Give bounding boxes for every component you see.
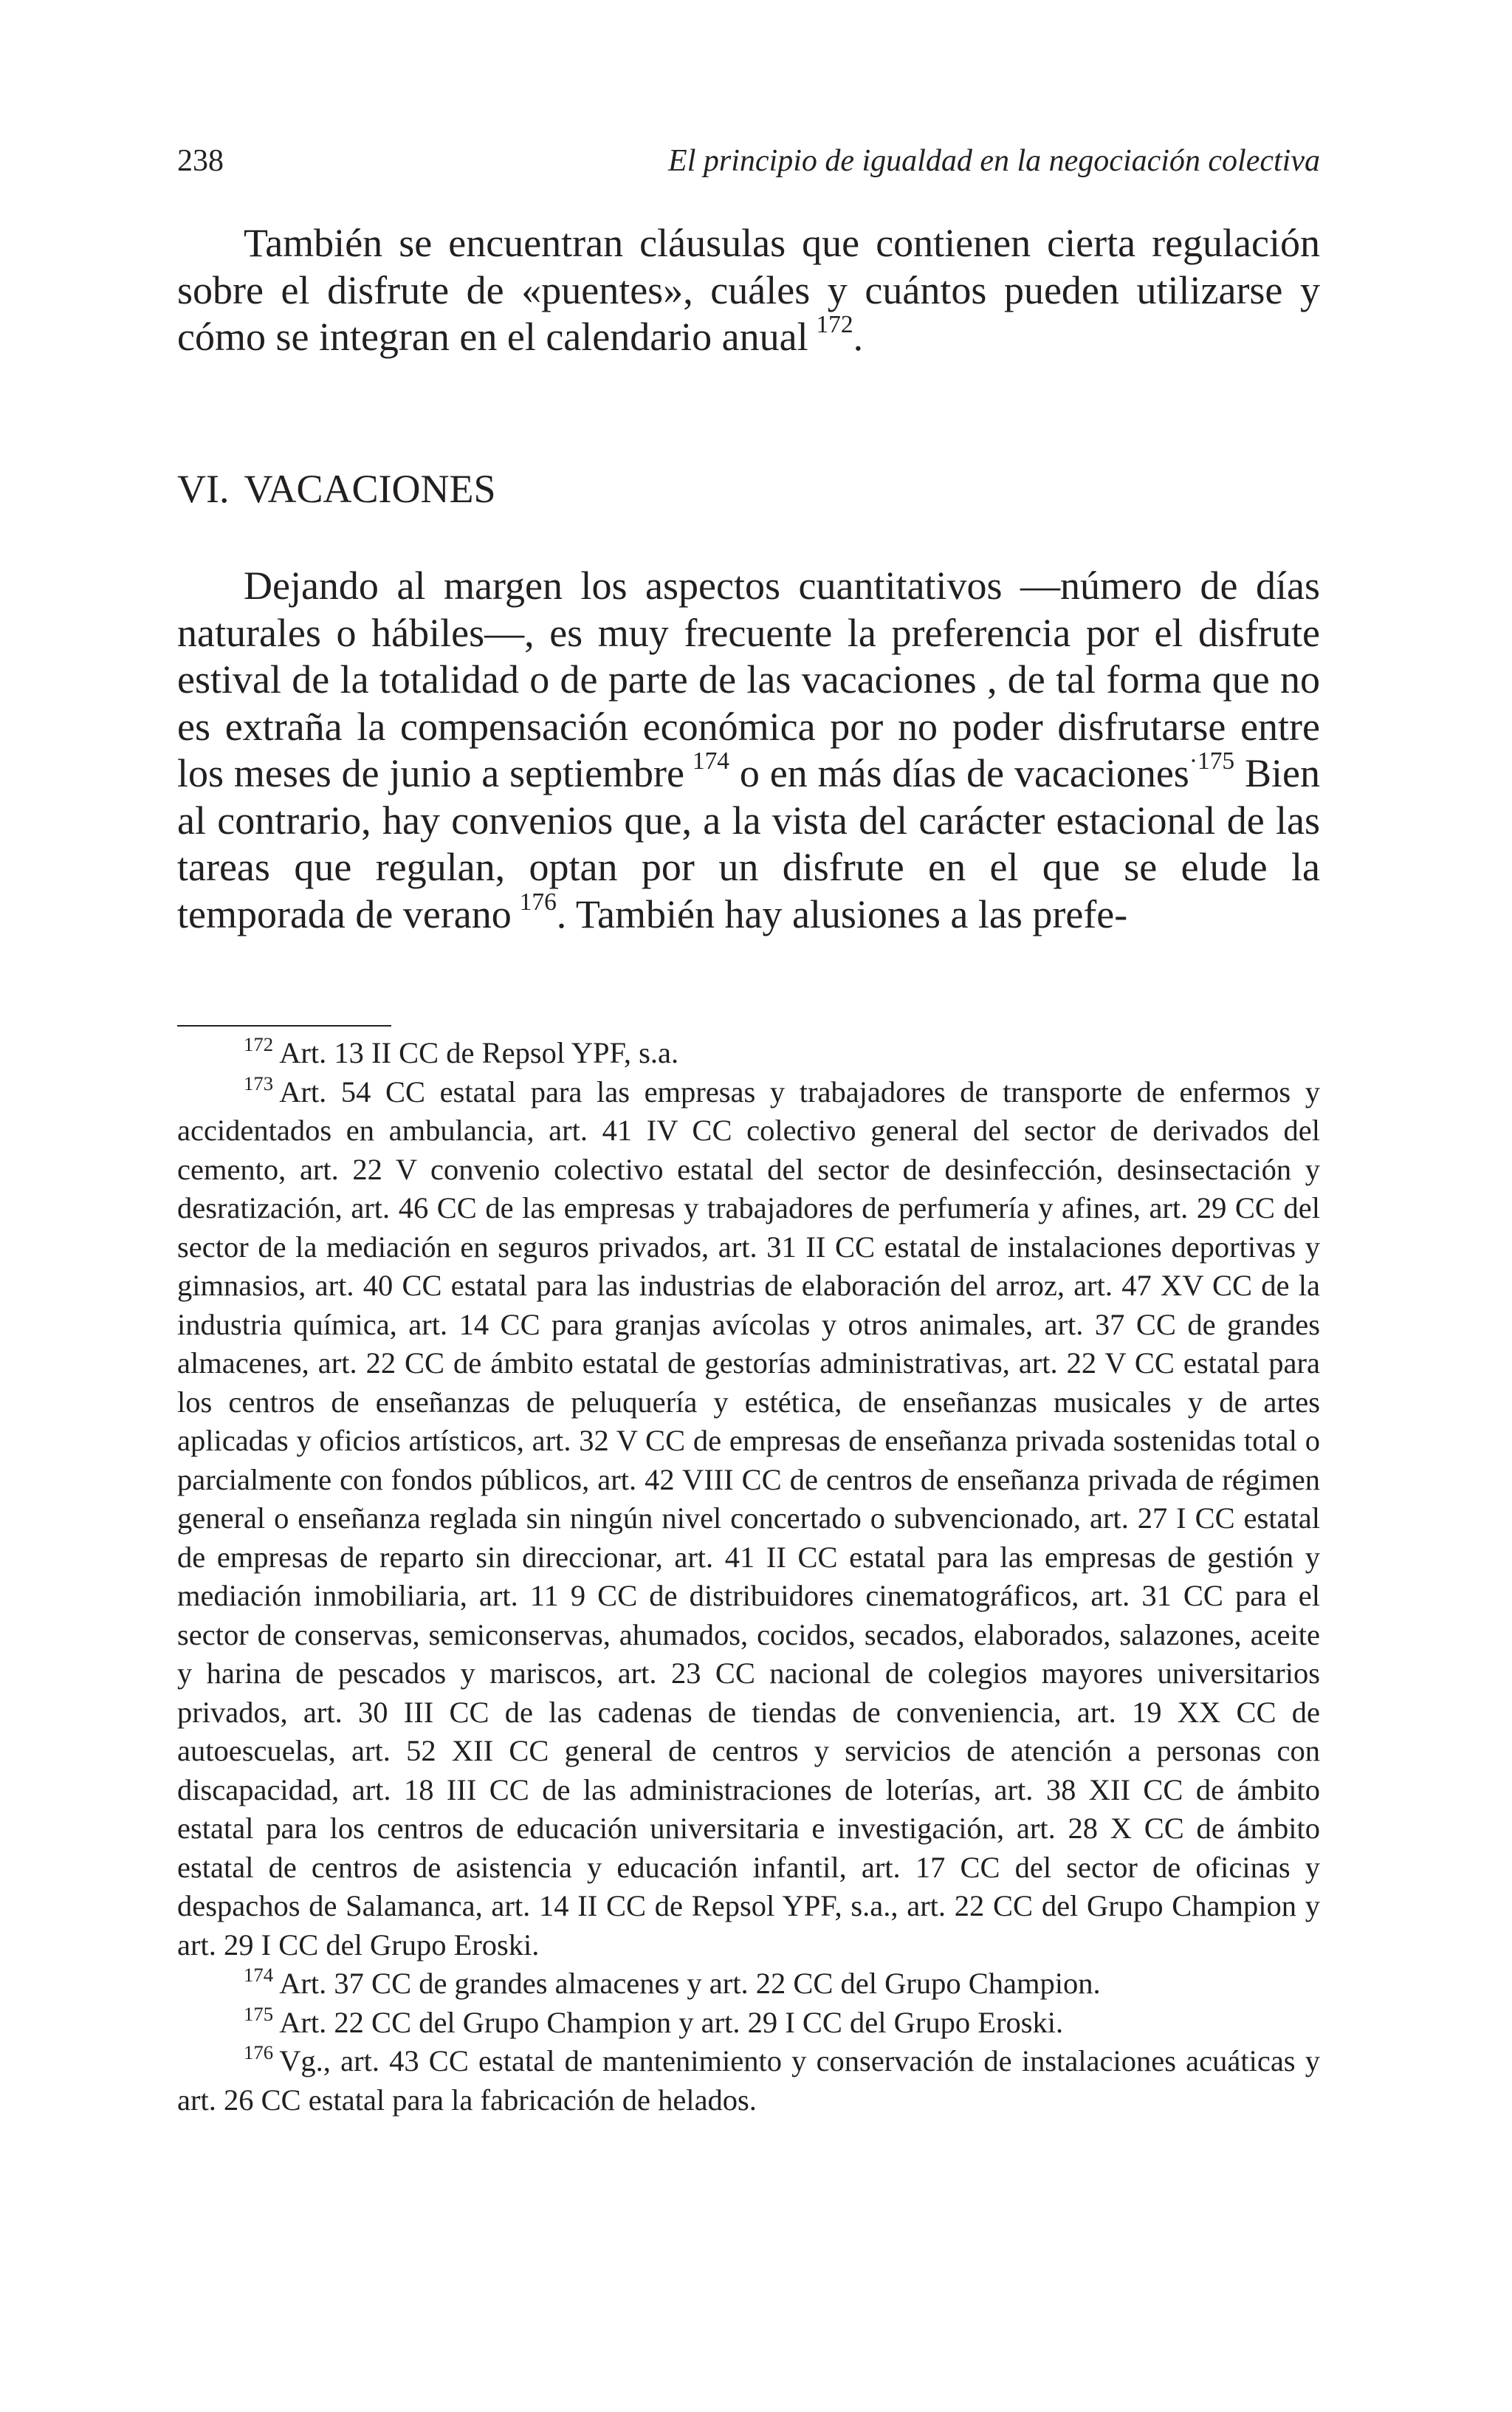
footnotes xyxy=(177,1034,1320,2120)
footnote-separator xyxy=(177,1025,391,1027)
page-number: 238 xyxy=(177,144,224,178)
footnote-174 xyxy=(177,1964,1320,2004)
running-head xyxy=(177,139,1320,183)
footnote-172 xyxy=(177,1034,1320,1073)
footnote-number: 174 xyxy=(244,1963,274,1986)
paragraph-1-end: . xyxy=(853,315,864,359)
footnote-176 xyxy=(177,2042,1320,2120)
paragraph-1-text: También se encuentran cláusulas que contienen cierta regulación sobre el disfrute de «puentes», cuáles y cuántos pueden utilizarse y cómo se integran en el calendario anual xyxy=(177,221,1320,359)
footnote-175 xyxy=(177,2004,1320,2043)
paragraph-2-part-1: Dejando al margen los aspectos cuantitativos —número de días naturales o hábiles—, es muy frecuente la preferencia por el disfrute estival de la totalidad o de parte de las vacaciones , de tal forma que no es extraña la compensación económica por no poder disfrutarse entre los meses de junio a septiembre xyxy=(177,563,1320,795)
footnote-number: 176 xyxy=(244,2041,274,2063)
footnote-text: Art. 22 CC del Grupo Champion y art. 29 I CC del Grupo Eroski. xyxy=(279,2005,1064,2039)
paragraph-text xyxy=(177,220,1320,361)
footnote-number: 172 xyxy=(244,1032,274,1055)
footnote-number: 173 xyxy=(244,1072,274,1094)
footnote-ref-176: 176 xyxy=(519,888,557,916)
paragraph-text xyxy=(177,563,1320,938)
footnote-text: Art. 54 CC estatal para las empresas y trabajadores de transporte de enfermos y accidentados en ambulancia, art. 41 IV CC colectivo general del sector de derivados del cemento, art. 22 V convenio colectivo estatal del sector de desinfección, desinsectación y desratización, art. 46 CC de las empresas y trabajadores de perfumería y afines, art. 29 CC del sector de la mediación en seguros privados, art. 31 II CC estatal de instalaciones deportivas y gimnasios, art. 40 CC estatal para las industrias de elaboración del arroz, art. 47 XV CC de la industria química, art. 14 CC para granjas avícolas y otros animales, art. 37 CC de grandes almacenes, art. 22 CC de ámbito estatal de gestorías administrativas, art. 22 V CC estatal para los centros de enseñanzas de peluquería y estética, de enseñanzas musicales y de artes aplicadas y oficios artísticos, art. 32 V CC de empresas de enseñanza privada sostenidas total o parcialmente con fondos públicos, art. 42 VIII CC de centros de enseñanza privada de régimen general o enseñanza reglada sin ningún nivel concertado o subvencionado, art. 27 I CC estatal de empresas de reparto sin direccionar, art. 41 II CC estatal para las empresas de gestión y mediación inmobiliaria, art. 11 9 CC de distribuidores cinematográficos, art. 31 CC para el sector de conservas, semiconservas, ahumados, cocidos, secados, elaborados, salazones, aceite y harina de pescados y mariscos, art. 23 CC nacional de colegios mayores universitarios privados, art. 30 III CC de las cadenas de tiendas de conveniencia, art. 19 XX CC de autoescuelas, art. 52 XII CC general de centros y servicios de atención a personas con discapacidad, art. 18 III CC de las administraciones de loterías, art. 38 XII CC de ámbito estatal para los centros de educación universitaria e investigación, art. 28 X CC de ámbito estatal de centros de asistencia y educación infantil, art. 17 CC del sector de oficinas y despachos de Salamanca, art. 14 II CC de Repsol YPF, s.a., art. 22 CC del Grupo Champion y art. 29 I CC del Grupo Eroski. xyxy=(177,1075,1320,1962)
footnote-ref-172: 172 xyxy=(816,310,853,338)
paragraph-2-part-2: o en más días de vacaciones xyxy=(739,751,1189,795)
footnote-text: Vg., art. 43 CC estatal de mantenimiento y conservación de instalaciones acuáticas y art. 26 CC estatal para la fabricación de helados. xyxy=(177,2044,1320,2117)
section-number: VI. xyxy=(177,467,230,511)
paragraph-2-part-3: Bien al contrario, hay convenios que, a la vista del carácter estacional de las tareas que regulan, optan por un disfrute en el que se elude la temporada de verano xyxy=(177,751,1321,936)
footnote-number: 175 xyxy=(244,2002,274,2025)
footnote-ref-175: ·175 xyxy=(1189,747,1235,775)
paragraph-2-part-4: . También hay alusiones a las prefe- xyxy=(556,891,1128,936)
section-title: VACACIONES xyxy=(244,467,496,511)
paragraph-vacaciones xyxy=(177,563,1320,938)
footnote-173 xyxy=(177,1073,1320,1965)
footnote-text: Art. 37 CC de grandes almacenes y art. 22 CC del Grupo Champion. xyxy=(279,1967,1101,2000)
paragraph-puentes xyxy=(177,220,1320,361)
footnote-ref-174: 174 xyxy=(692,747,730,775)
book-page xyxy=(177,0,1320,2412)
running-title: El principio de igualdad en la negociación colectiva xyxy=(668,144,1320,178)
footnote-text: Art. 13 II CC de Repsol YPF, s.a. xyxy=(279,1036,679,1069)
section-heading xyxy=(177,465,496,513)
